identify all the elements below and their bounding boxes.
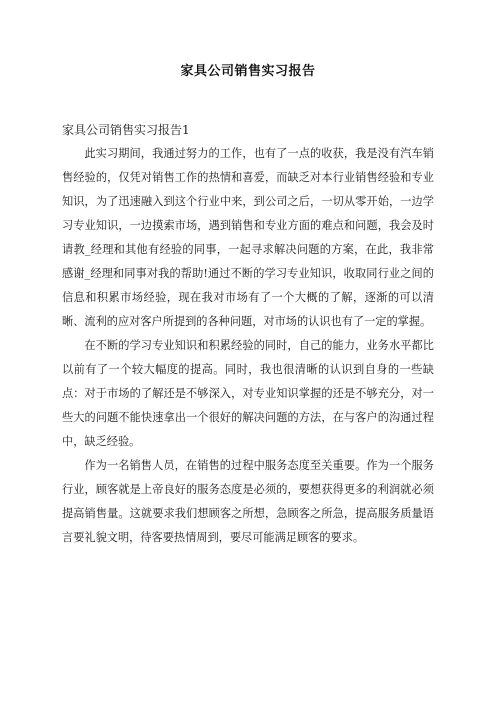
paragraph-2: 在不断的学习专业知识和积累经验的同时，自己的能力，业务水平都比以前有了一个较大幅度的提高。同时，我也很清晰的认识到自身的一些缺点：对于市场的了解还是不够深入，对专业知识掌握的还是不够充分，对一些大的问题不能快速拿出一个很好的解决问题的方法，在与客户的沟通过程中，缺乏经验。 [62, 339, 434, 448]
document-title: 家具公司销售实习报告 [180, 64, 316, 79]
section-heading: 家具公司销售实习报告1 [62, 123, 190, 137]
document-body [62, 118, 434, 550]
paragraph-3: 作为一名销售人员，在销售的过程中服务态度至关重要。作为一个服务行业，顾客就是上帝良好的服务态度是必须的，要想获得更多的利润就必须提高销售量。这就要求我们想顾客之所想，急顾客之所急，提高服务质量语言要礼貌文明，待客要热情周到，要尽可能满足顾客的要求。 [62, 459, 434, 544]
paragraph-1: 此实习期间，我通过努力的工作，也有了一点的收获，我是没有汽车销售经验的，仅凭对销售工作的热情和喜爱，而缺乏对本行业销售经验和专业知识，为了迅速融入到这个行业中来，到公司之后，一切从零开始，一边学习专业知识，一边摸索市场，遇到销售和专业方面的难点和问题，我会及时请教_经理和其他有经验的同事，一起寻求解决问题的方案，在此，我非常感谢_经理和同事对我的帮助!通过不断的学习专业知识，收取同行业之间的信息和积累市场经验，现在我对市场有了一个大概的了解，逐渐的可以清晰、流利的应对客户所提到的各种问题，对市场的认识也有了一定的掌握。 [62, 147, 434, 328]
